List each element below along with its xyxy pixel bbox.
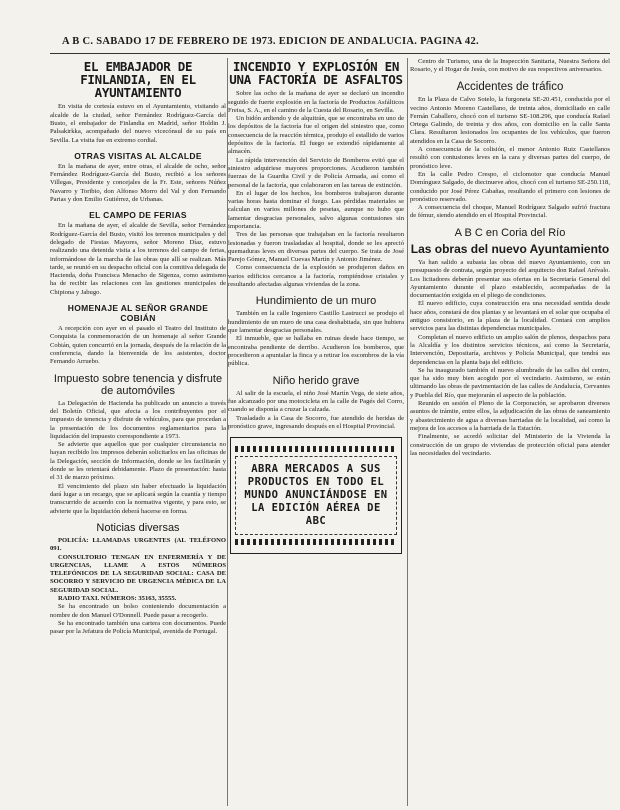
subhead-homage: HOMENAJE AL SEÑOR GRANDE COBIÁN: [67, 303, 209, 324]
article-text: En el lugar de los hechos, los bomberos trabajaron durante varias horas hasta dominar el fuego. Las pérdidas materiales se calculan en varios millones de pesetas, aunque no hubo que lamentar desgracias personales, salvo algunas contusiones sin importancia.: [228, 189, 404, 230]
article-text: A consecuencia de la colisión, el menor Antonio Ruiz Castellanos resultó con contusiones leves en la cara y diversas partes del cuerpo, de pronóstico leve.: [410, 146, 610, 170]
article-text: Al salir de la escuela, el niño José Martín Vega, de siete años, fue alcanzado por una motocicleta en la calle de Pagés del Corro, cuando se disponía a cruzar la calzada.: [228, 389, 404, 414]
advertisement-text: ABRA MERCADOS A SUS PRODUCTOS EN TODO EL MUNDO ANUNCIÁNDOSE EN LA EDICIÓN AÉREA DE ABC: [244, 463, 388, 528]
ad-inner-frame: [235, 456, 397, 535]
article-text: Ya han salido a subasta las obras del nuevo Ayuntamiento, con un presupuesto de contrata, según proyecto del arquitecto don Rafael Arévalo. Los licitadores deberán presentar sus ofertas en la Secretaría General del Ayuntamiento durante el plazo establecido, acompañadas de la documentación exigida en el pliego de condiciones.: [410, 258, 610, 300]
article-text: CONSULTORIO TENGAN EN ENFERMERÍA Y DE URGENCIAS, LLAME A ESTOS NÚMEROS TELEFÓNICOS DE LA SEGURIDAD SOCIAL: CASA DE SOCORRO Y SERVICIO DE URGENCIA MÉDICA DE LA SEGURIDAD SOCIAL.: [50, 553, 226, 594]
ad-border-band: [235, 539, 397, 545]
article-text: El vencimiento del plazo sin haber efectuado la liquidación dará lugar a un recargo, que se aplicará según la cuantía y tiempo transcurrido de acuerdo con la normativa vigente, y para esto, se advierte que la liquidación deberá hacerse en forma.: [50, 482, 226, 515]
article-text: Trasladado a la Casa de Socorro, fue atendido de heridas de pronóstico grave, ingresando después en el Hospital Provincial.: [228, 414, 404, 430]
article-text: En la calle Pedro Crespo, el ciclomotor que conducía Manuel Domínguez Salgado, de diecinueve años, chocó con el turismo SE-250.118, conducido por José Pérez Cabañas, resultando el primero con lesiones de pronóstico reservado.: [410, 170, 610, 203]
article-text: Se ha inaugurado también el nuevo alumbrado de las calles del centro, que ha sido muy bien acogido por el vecindario. Asimismo, se están ultimando las obras de pavimentación de las calles de Andalucía, Cervantes y Puebla del Río, que mejorarán el aspecto de la población.: [410, 366, 610, 399]
article-text: El nuevo edificio, cuya construcción era una necesidad sentida desde hace años, constará de dos plantas y se levantará en el solar que ocupaba el antiguo consistorio, en la plaza de la localidad. Contará con amplios servicios para las distintas dependencias municipales.: [410, 300, 610, 333]
column-divider-2: [407, 58, 408, 806]
article-text: Tres de las personas que trabajaban en la factoría resultaron lesionadas y fueron trasladadas al hospital, donde se les apreció quemaduras leves en diversas partes del cuerpo. Se trata de José Parejo Gómez, Manuel Cuevas Martín y Antonio Jiménez.: [228, 231, 404, 264]
headline-child-injured: Niño herido grave: [272, 374, 360, 387]
headline-traffic-accidents: Accidentes de tráfico: [456, 80, 564, 93]
column-1: [50, 58, 226, 806]
article-text: Se advierte que aquellos que por cualquier circunstancia no hayan recibido los impresos deberán solicitarlos en las oficinas de la Delegación, sección de Información, donde se les facilitarán y donde se les orientará debidamente. Plazo de presentación: hasta el 31 de marzo próximo.: [50, 441, 226, 482]
article-text: Reunido en sesión el Pleno de la Corporación, se aprobaron diversos asuntos de trámite, entre ellos, la adjudicación de las obras de saneamiento y abastecimiento de agua a diversas barriadas de la localidad, así como la mejora de los accesos a la barriada de la Estación.: [410, 400, 610, 432]
page-masthead: A B C. SABADO 17 DE FEBRERO DE 1973. EDICION DE ANDALUCIA. PAGINA 42.: [62, 36, 479, 47]
column-3: [410, 58, 610, 806]
headline-fire-explosion: INCENDIO Y EXPLOSIÓN EN UNA FACTORÍA DE ASFALTOS: [229, 59, 403, 88]
subhead-other-visits: OTRAS VISITAS AL ALCALDE: [74, 150, 202, 161]
ad-border-band: [235, 446, 397, 452]
article-text: En visita de cortesía estuvo en el Ayuntamiento, visitando al alcalde de la ciudad, señor Fernández Rodríguez-García del Busto, el embajador de Finlandia en Madrid, señor Holdin J. Palsakirkka, acompañado del nuevo vicecónsul de su país en Sevilla. La visita fue en extremo cordial.: [50, 103, 226, 144]
advertisement-box: [230, 437, 402, 554]
article-text: Se ha encontrado también una cartera con documentos. Puede pasar por la Jefatura de Policía Municipal, avenida de Portugal.: [50, 619, 226, 636]
article-text: Como consecuencia de la explosión se produjeron daños en varios edificios cercanos a la factoría, rompiéndose cristales y resultando afectadas algunas viviendas de la zona.: [228, 264, 404, 289]
headline-wall-collapse: Hundimiento de un muro: [255, 295, 377, 308]
headline-finland-ambassador: EL EMBAJADOR DE FINLANDIA, EN EL AYUNTAMIENTO: [80, 59, 196, 101]
article-text: POLICÍA: LLAMADAS URGENTES (AL TELÉFONO 091.: [50, 536, 226, 553]
subhead-fair-grounds: EL CAMPO DE FERIAS: [89, 210, 187, 221]
article-text: RADIO TAXI. NÚMEROS: 35163, 35555.: [58, 595, 177, 603]
headline-new-town-hall: Las obras del nuevo Ayuntamiento: [410, 241, 610, 256]
article-text: En la mañana de ayer, entre otras, el alcalde de ocho, señor Fernández Rodríguez-García del Busto, recibió a los señores Villegas, Presidente y concejales de la Fr. Este, señores Núñez Navarro y Toribio, don Alfonso Morro del Val y don Fernando Parias y don Emilio Gutiérrez, de Urbanas.: [50, 162, 226, 204]
headline-various-news: Noticias diversas: [96, 521, 180, 534]
article-text: También en la calle Ingeniero Castillo Lastrucci se produjo el hundimiento de un muro de una casa deshabitada, sin que hubiera que lamentar desgracias personales.: [228, 310, 404, 335]
article-text: Sobre las ocho de la mañana de ayer se declaró un incendio seguido de fuerte explosión en la factoría de Productos Asfálticos Freisa, S. A., en el camino de la Cuesta del Rosario, en Sevilla.: [228, 90, 404, 114]
article-text: Se ha encontrado un bolso conteniendo documentación a nombre de don Manuel O'Donnell. Puede pasar a recogerlo.: [50, 603, 226, 619]
article-text: El inmueble, que se hallaba en ruinas desde hace tiempo, se encontraba pendiente de derribo. Acudieron los bomberos, que procedieron a apuntalar la finca y a retirar los escombros de la vía pública.: [228, 335, 404, 368]
article-text: A recepción con ayer en el pasado el Teatro del Instituto de Conquista la conmemoración de un homenaje al señor Grande Cobián, quien concurrió en la jornada, después de la relación de la conferencia, dando la bienvenida de los asistentes, doctor Fernando Arruebo.: [50, 325, 226, 366]
article-text: Centro de Turismo, una de la Inspección Sanitaria, Nuestra Señora del Rosario, y el Hogar de Jesús, con motivo de sus respectivos aniversarios.: [410, 58, 610, 74]
article-text: La Delegación de Hacienda ha publicado un anuncio a través del Boletín Oficial, que afecta a los contribuyentes por el impuesto de tenencia y disfrute de vehículos, para que procedan a la presentación de los documentos reglamentarios para la liquidación del impuesto correspondiente a 1973.: [50, 399, 226, 440]
article-text: En la mañana de ayer, el alcalde de Sevilla, señor Fernández Rodríguez-García del Busto, visitó los terrenos municipales y del delegado de Fiestas Mayores, señor Moreno Díaz, estuvo realizando una detenida visita a los terrenos del campo de ferias, informándose de la marcha de las obras que allí se realizan. Más tarde, se reunió en su despacho oficial con la comitiva delegada de Hacienda, doña Francisca Menacho de Sigenza, como asimismo ha de recibir las relaciones con las gestiones municipales de Chipiona y Jabugo.: [50, 222, 226, 296]
masthead-rule: [50, 53, 610, 54]
article-text: La rápida intervención del Servicio de Bomberos evitó que el siniestro adquiriese mayores proporciones. Acudieron también fuerzas de la Guardia Civil y de Policía Armada, así como el personal de la factoría, que colaboraron en las tareas de extinción.: [228, 156, 404, 189]
column-2: [228, 58, 404, 806]
article-text: Finalmente, se acordó solicitar del Ministerio de la Vivienda la construcción de un grupo de viviendas de protección oficial para atender las necesidades del vecindario.: [410, 433, 610, 457]
article-text: Completan el nuevo edificio un amplio salón de plenos, despachos para la Alcaldía y los distintos servicios técnicos, así como la Secretaría, Intervención, Depositaría, archivos y Policía Municipal, que tendrá sus dependencias en la planta baja del edificio.: [410, 333, 610, 366]
section-coria-del-rio: A B C en Coria del Río: [454, 226, 566, 239]
article-text: En la Plaza de Calvo Sotelo, la furgoneta SE-20.451, conducida por el vecino Antonio Moreno Castellano, de treinta años, domiciliado en calle Fernán Caballero, chocó con el turismo SE-108.296, que conducía Rafael Ortega Galindo, de treinta y dos años, con domicilio en la calle Santa Clara. Resultaron lesionados los ocupantes de los vehículos, que fueron atendidos en la Casa de Socorro.: [410, 96, 610, 145]
headline-vehicle-tax: Impuesto sobre tenencia y disfrute de automóviles: [53, 372, 223, 397]
article-text: Un bidón ardiendo y de alquitrán, que se encontraba en uno de los depósitos de la factoría fue el origen del siniestro que, como consecuencia de la reacción térmica, produjo el estallido de varios depósitos de la factoría. El fuego se extendió rápidamente al almacén.: [228, 115, 404, 156]
article-text: A consecuencia del choque, Manuel Rodríguez Salgado sufrió fractura de fémur, siendo atendido en el Hospital Provincial.: [410, 204, 610, 220]
